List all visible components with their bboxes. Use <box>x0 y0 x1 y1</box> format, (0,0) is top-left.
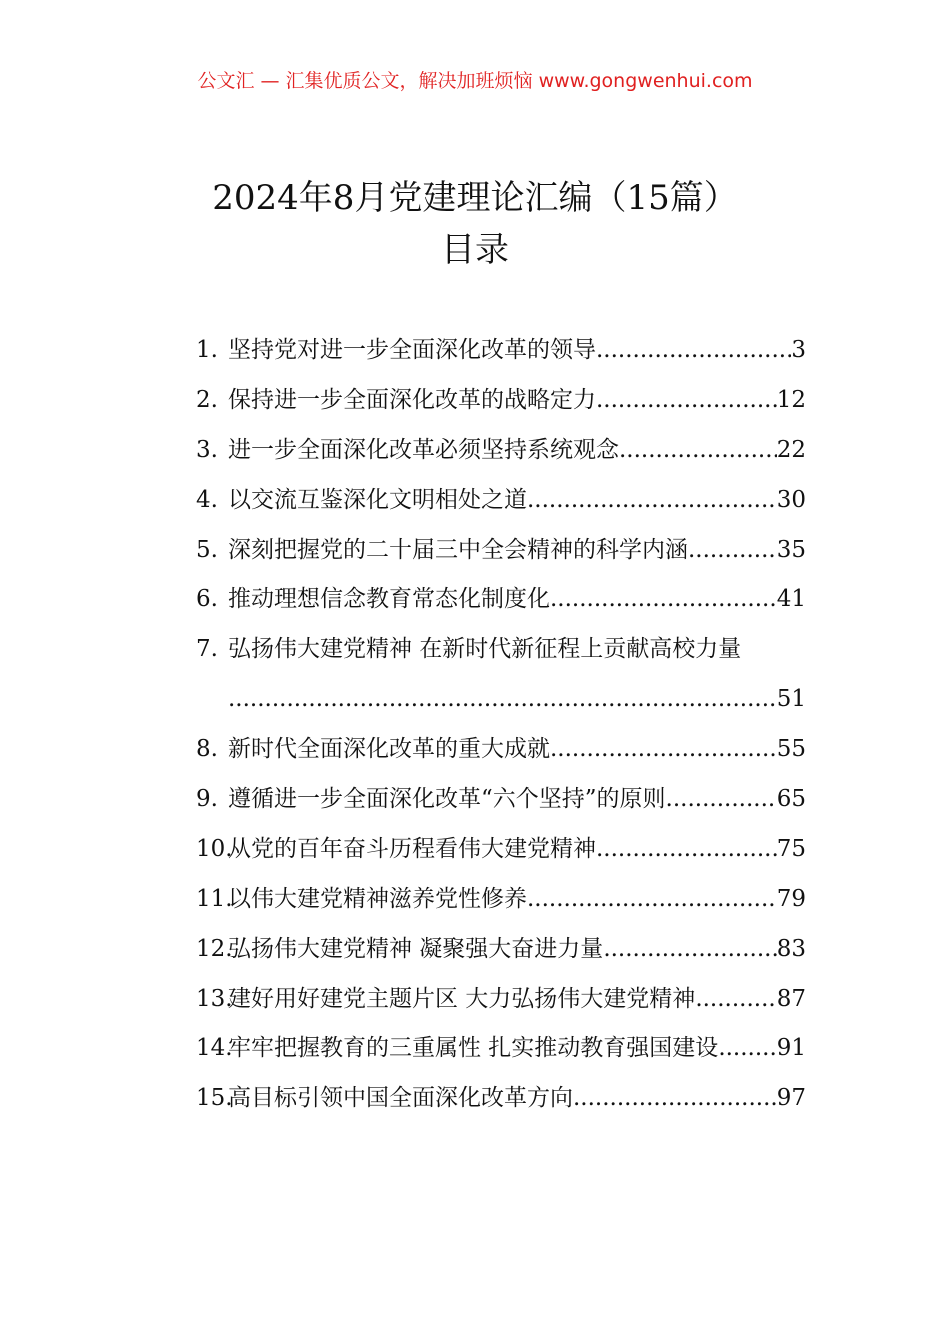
toc-entry-page: 3 <box>791 337 806 363</box>
toc-entry-page: 83 <box>776 935 806 962</box>
toc-entry[interactable] <box>196 330 806 380</box>
toc-dot-leader <box>718 1028 776 1068</box>
toc-entry-number: 11. <box>196 885 233 912</box>
toc-dot-leader <box>666 779 777 819</box>
toc-entry[interactable] <box>196 1028 806 1078</box>
toc-entry-title: 深刻把握党的二十届三中全会精神的科学内涵 <box>228 536 688 563</box>
toc-dot-leader <box>550 729 777 769</box>
toc-entry-title: 进一步全面深化改革必须坚持系统观念 <box>228 436 619 463</box>
toc-entry-page: 12 <box>776 386 806 413</box>
toc-entry-title: 从党的百年奋斗历程看伟大建党精神 <box>228 835 596 862</box>
toc-entry[interactable] <box>196 929 806 979</box>
table-of-contents <box>196 330 806 1128</box>
toc-entry-number: 10. <box>196 835 233 862</box>
toc-entry[interactable] <box>196 579 806 629</box>
toc-entry-continuation[interactable] <box>196 679 806 729</box>
toc-dot-leader <box>550 579 777 619</box>
toc-entry-number: 8. <box>196 736 218 763</box>
toc-entry-title: 新时代全面深化改革的重大成就 <box>228 736 550 763</box>
toc-entry-number: 1. <box>196 337 218 363</box>
toc-dot-leader <box>603 929 776 969</box>
toc-entry-title: 牢牢把握教育的三重属性 扎实推动教育强国建设 <box>228 1035 719 1062</box>
toc-entry-title: 建好用好建党主题片区 大力弘扬伟大建党精神 <box>228 985 696 1012</box>
toc-entry-number: 15. <box>196 1085 233 1112</box>
toc-dot-leader <box>527 879 777 919</box>
toc-entry[interactable] <box>196 480 806 530</box>
toc-entry-page: 22 <box>776 436 806 463</box>
toc-entry-number: 14. <box>196 1035 233 1062</box>
toc-entry-title: 坚持党对进一步全面深化改革的领导 <box>228 337 596 363</box>
site-header-banner: 公文汇 — 汇集优质公文，解决加班烦恼 www.gongwenhui.com <box>197 70 753 92</box>
toc-entry-number: 5. <box>196 536 218 563</box>
toc-dot-leader <box>688 530 777 570</box>
toc-entry-page: 51 <box>776 686 806 713</box>
toc-entry-title: 弘扬伟大建党精神 在新时代新征程上贡献高校力量 <box>228 636 742 663</box>
toc-entry[interactable] <box>196 979 806 1029</box>
toc-dot-leader <box>596 330 791 370</box>
toc-entry-title: 以交流互鉴深化文明相处之道 <box>228 486 527 513</box>
toc-entry-page: 30 <box>776 486 806 513</box>
toc-entry-page: 91 <box>776 1035 806 1062</box>
toc-entry-page: 75 <box>776 835 806 862</box>
toc-heading: 目录 <box>441 230 509 270</box>
toc-entry-title: 高目标引领中国全面深化改革方向 <box>228 1085 573 1112</box>
toc-entry[interactable] <box>196 629 806 679</box>
toc-entry-number: 12. <box>196 935 233 962</box>
toc-entry-title: 遵循进一步全面深化改革“六个坚持”的原则 <box>228 786 666 813</box>
toc-entry-page: 35 <box>776 536 806 563</box>
toc-entry-number: 3. <box>196 436 218 463</box>
toc-entry-title: 以伟大建党精神滋养党性修养 <box>228 885 527 912</box>
toc-entry-title: 推动理想信念教育常态化制度化 <box>228 586 550 613</box>
toc-entry-page: 97 <box>776 1085 806 1112</box>
toc-entry[interactable] <box>196 530 806 580</box>
toc-entry-page: 55 <box>776 736 806 763</box>
toc-entry-number: 4. <box>196 486 218 513</box>
toc-entry-number: 7. <box>196 636 218 663</box>
toc-dot-leader <box>695 979 776 1019</box>
toc-entry-page: 65 <box>776 786 806 813</box>
toc-dot-leader <box>527 480 777 520</box>
toc-dot-leader <box>619 430 777 470</box>
toc-dot-leader <box>596 829 777 869</box>
toc-dot-leader <box>228 679 777 719</box>
toc-entry[interactable] <box>196 879 806 929</box>
toc-entry[interactable] <box>196 430 806 480</box>
toc-entry-page: 87 <box>776 985 806 1012</box>
toc-entry-number: 13. <box>196 985 233 1012</box>
toc-dot-leader <box>596 380 777 420</box>
toc-entry[interactable] <box>196 1078 806 1128</box>
toc-entry-page: 79 <box>776 885 806 912</box>
toc-entry-page: 41 <box>776 586 806 613</box>
toc-entry-title: 弘扬伟大建党精神 凝聚强大奋进力量 <box>228 935 604 962</box>
toc-entry-number: 2. <box>196 386 218 413</box>
document-title: 2024年8月党建理论汇编（15篇） <box>212 178 738 218</box>
toc-entry-number: 9. <box>196 786 218 813</box>
toc-entry-number: 6. <box>196 586 218 613</box>
toc-entry[interactable] <box>196 380 806 430</box>
toc-entry-title: 保持进一步全面深化改革的战略定力 <box>228 386 596 413</box>
toc-dot-leader <box>573 1078 777 1118</box>
toc-entry[interactable] <box>196 829 806 879</box>
toc-entry[interactable] <box>196 729 806 779</box>
toc-entry[interactable] <box>196 779 806 829</box>
